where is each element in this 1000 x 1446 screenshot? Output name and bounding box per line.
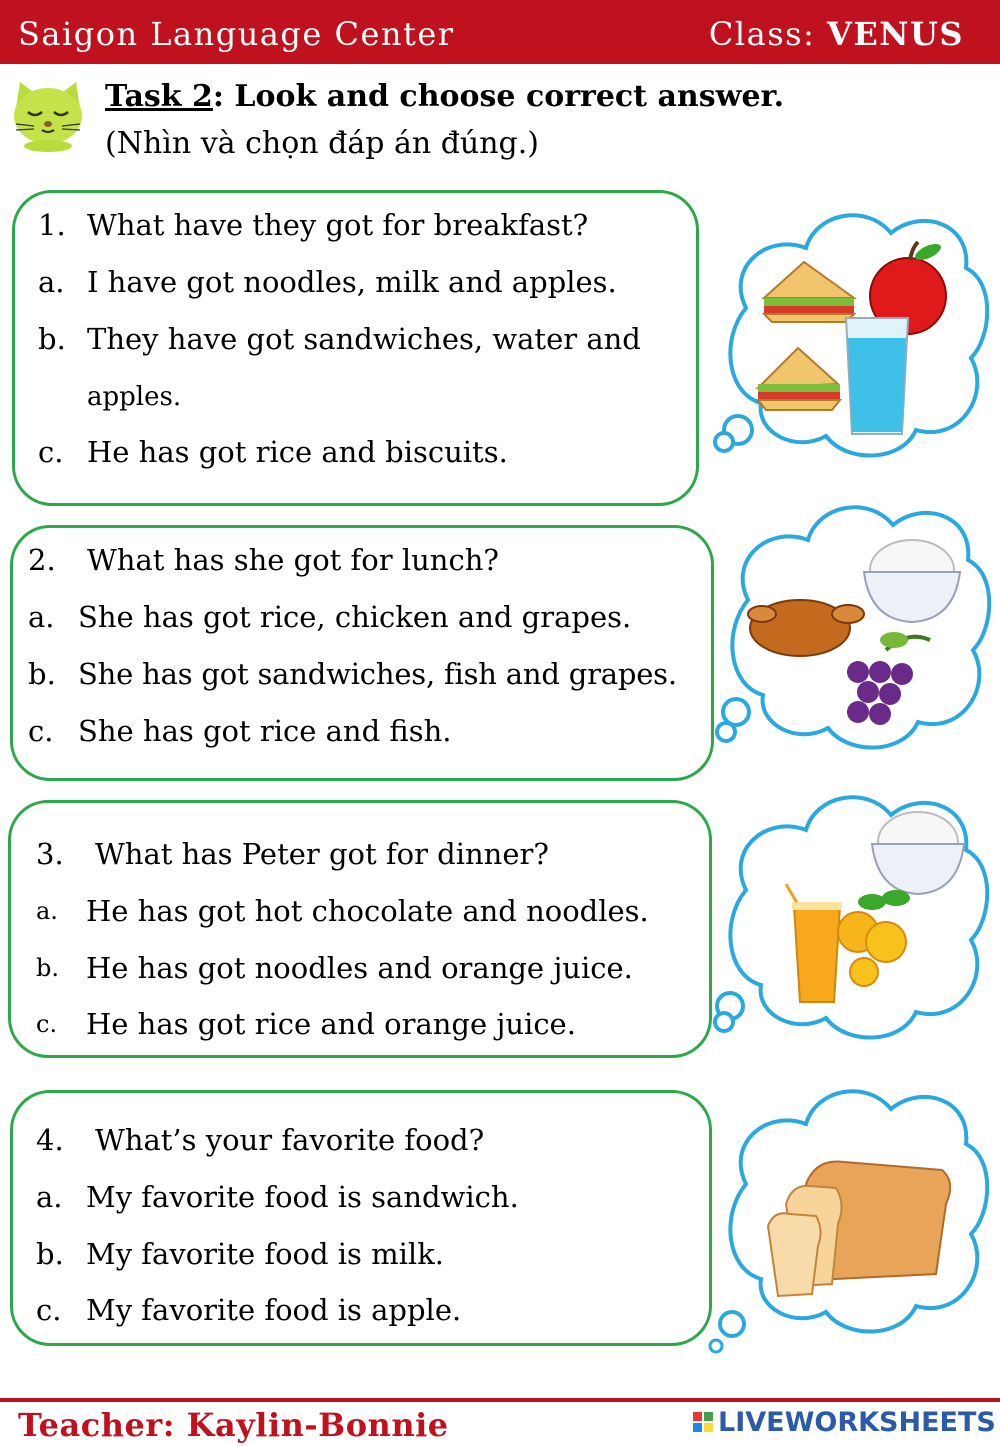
option-letter: b.	[36, 1237, 64, 1271]
task-number: Task 2	[105, 79, 213, 114]
option-text[interactable]: She has got rice and fish.	[78, 714, 452, 748]
option-letter: a.	[36, 1180, 63, 1214]
question-number: 4.	[36, 1123, 64, 1157]
header-bar	[0, 0, 1000, 62]
option-text[interactable]: They have got sandwiches, water and	[87, 322, 641, 356]
option-text[interactable]: He has got hot chocolate and noodles.	[86, 894, 649, 928]
question-number: 1.	[38, 208, 66, 242]
class-label: Class:	[708, 15, 816, 53]
thought-cloud-2	[708, 490, 998, 770]
school-name: Saigon Language Center	[18, 15, 455, 53]
cat-mascot-icon	[8, 78, 88, 152]
question-text: What has she got for lunch?	[87, 543, 499, 577]
option-letter: c.	[36, 1010, 58, 1038]
task-instruction: : Look and choose correct answer.	[212, 79, 785, 114]
option-letter: c.	[36, 1293, 62, 1327]
option-text[interactable]: My favorite food is sandwich.	[86, 1180, 519, 1214]
question-number: 3.	[36, 837, 64, 871]
thought-cloud-3	[706, 780, 996, 1050]
thought-cloud-1	[706, 198, 996, 473]
question-number: 2.	[28, 543, 56, 577]
option-text[interactable]: My favorite food is apple.	[86, 1293, 462, 1327]
option-text[interactable]: I have got noodles, milk and apples.	[87, 265, 617, 299]
option-text[interactable]: He has got rice and orange juice.	[86, 1007, 576, 1041]
thought-cloud-4	[706, 1074, 996, 1364]
option-text-continued: apples.	[87, 382, 182, 412]
option-text[interactable]: My favorite food is milk.	[86, 1237, 444, 1271]
option-letter: b.	[28, 657, 56, 691]
liveworksheets-logo-icon	[692, 1404, 716, 1440]
option-letter: a.	[28, 600, 55, 634]
question-text: What’s your favorite food?	[95, 1123, 485, 1157]
brand-name[interactable]: LIVEWORKSHEETS	[718, 1407, 996, 1438]
class-info	[709, 14, 964, 54]
header-underline	[0, 58, 1000, 64]
class-name: VENUS	[827, 15, 964, 53]
task-subtitle: (Nhìn và chọn đáp án đúng.)	[105, 126, 540, 161]
option-text[interactable]: He has got noodles and orange juice.	[86, 951, 633, 985]
option-letter: b.	[36, 954, 59, 982]
question-text: What has Peter got for dinner?	[95, 837, 549, 871]
question-text: What have they got for breakfast?	[87, 208, 589, 242]
option-text[interactable]: He has got rice and biscuits.	[87, 435, 508, 469]
task-title	[105, 77, 784, 117]
option-letter: b.	[38, 322, 66, 356]
footer-rule	[0, 1398, 1000, 1402]
option-letter: a.	[38, 265, 65, 299]
option-letter: c.	[38, 435, 64, 469]
option-text[interactable]: She has got rice, chicken and grapes.	[78, 600, 632, 634]
option-letter: c.	[28, 714, 54, 748]
teacher-name: Teacher: Kaylin-Bonnie	[18, 1406, 449, 1444]
option-letter: a.	[36, 897, 58, 925]
option-text[interactable]: She has got sandwiches, fish and grapes.	[78, 657, 677, 691]
water-glass-icon	[846, 318, 908, 434]
